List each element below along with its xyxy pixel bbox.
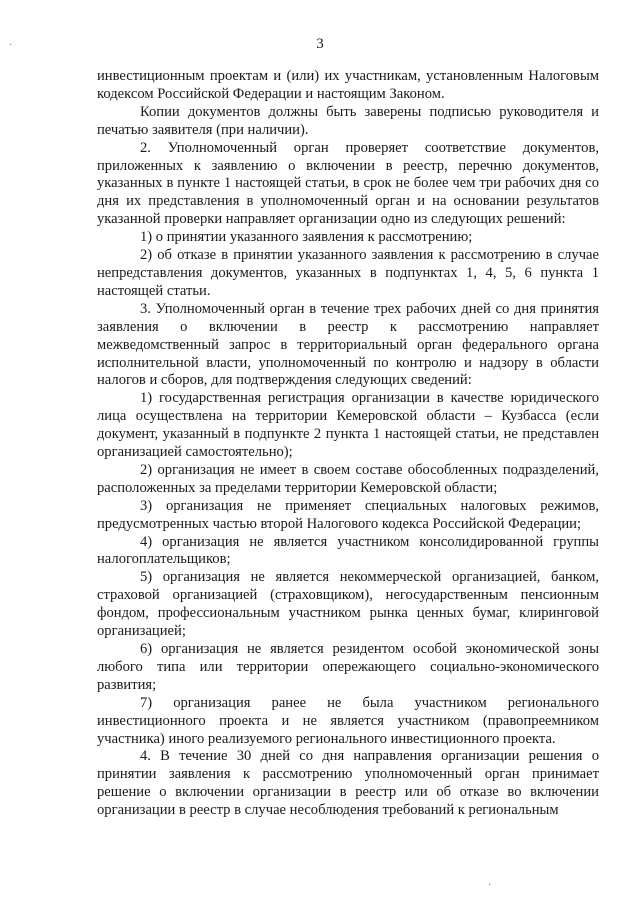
paragraph-item-2-sub-2: 2) об отказе в принятии указанного заявления к рассмотрению в случае непредставления документов, указанных в подпунктах 1, 4, 5, 6 пункта 1 настоящей статьи. (97, 247, 599, 299)
paragraph-item-2: 2. Уполномоченный орган проверяет соответствие документов, приложенных к заявлению о включении в реестр, перечню документов, указанных в пункте 1 настоящей статьи, в срок не более чем три рабочих дня со дня их представления в уполномоченный орган и на основании результатов указанной проверки направляет организации одно из следующих решений: (97, 139, 599, 228)
paragraph-item-3: 3. Уполномоченный орган в течение трех рабочих дней со дня принятия заявления о включении в реестр к рассмотрению направляет межведомственный запрос в территориальный орган федерального органа исполнительной власти, уполномоченный по контролю и надзору в области налогов и сборов, для подтверждения следующих сведений: (97, 300, 599, 389)
paragraph-item-4: 4. В течение 30 дней со дня направления организации решения о принятии заявления к рассмотрению уполномоченный орган принимает решение о включении организации в реестр или об отказе во включении организации в реестр в случае несоблюдения требований к региональным (97, 748, 599, 819)
paragraph-item-2-sub-1: 1) о принятии указанного заявления к рассмотрению; (140, 229, 473, 246)
paragraph-copies-certification: Копии документов должны быть заверены подписью руководителя и печатью заявителя (при наличии). (97, 103, 599, 138)
paragraph-item-3-sub-5: 5) организация не является некоммерческой организацией, банком, страховой организацией (страховщиком), негосударственным пенсионным фондом, профессиональным участником рынка ценных бумаг, клиринговой организацией; (97, 569, 599, 640)
scan-speck: · (9, 40, 13, 51)
paragraph-item-3-sub-1: 1) государственная регистрация организации в качестве юридического лица осуществлена на территории Кемеровской области – Кузбасса (если документ, указанный в подпункте 2 пункта 1 настоящей статьи, не представлен организацией самостоятельно); (97, 390, 599, 461)
paragraph-item-3-sub-7: 7) организация ранее не была участником регионального инвестиционного проекта и не является участником (правопреемником участника) иного реализуемого регионального инвестиционного проекта. (97, 694, 599, 747)
scan-speck: · (488, 880, 492, 891)
paragraph-item-3-sub-3: 3) организация не применяет специальных налоговых режимов, предусмотренных частью второй Налогового кодекса Российской Федерации; (97, 497, 599, 532)
page-number: 3 (316, 36, 324, 52)
paragraph-item-3-sub-6: 6) организация не является резидентом особой экономической зоны любого типа или территории опережающего социально-экономического развития; (97, 641, 599, 693)
document-body (97, 68, 599, 820)
paragraph-item-3-sub-2: 2) организация не имеет в своем составе обособленных подразделений, расположенных за пределами территории Кемеровской области; (97, 461, 599, 496)
paragraph-continuation: инвестиционным проектам и (или) их участникам, установленным Налоговым кодексом Российской Федерации и настоящим Законом. (97, 68, 599, 102)
paragraph-item-3-sub-4: 4) организация не является участником консолидированной группы налогоплательщиков; (97, 533, 599, 568)
